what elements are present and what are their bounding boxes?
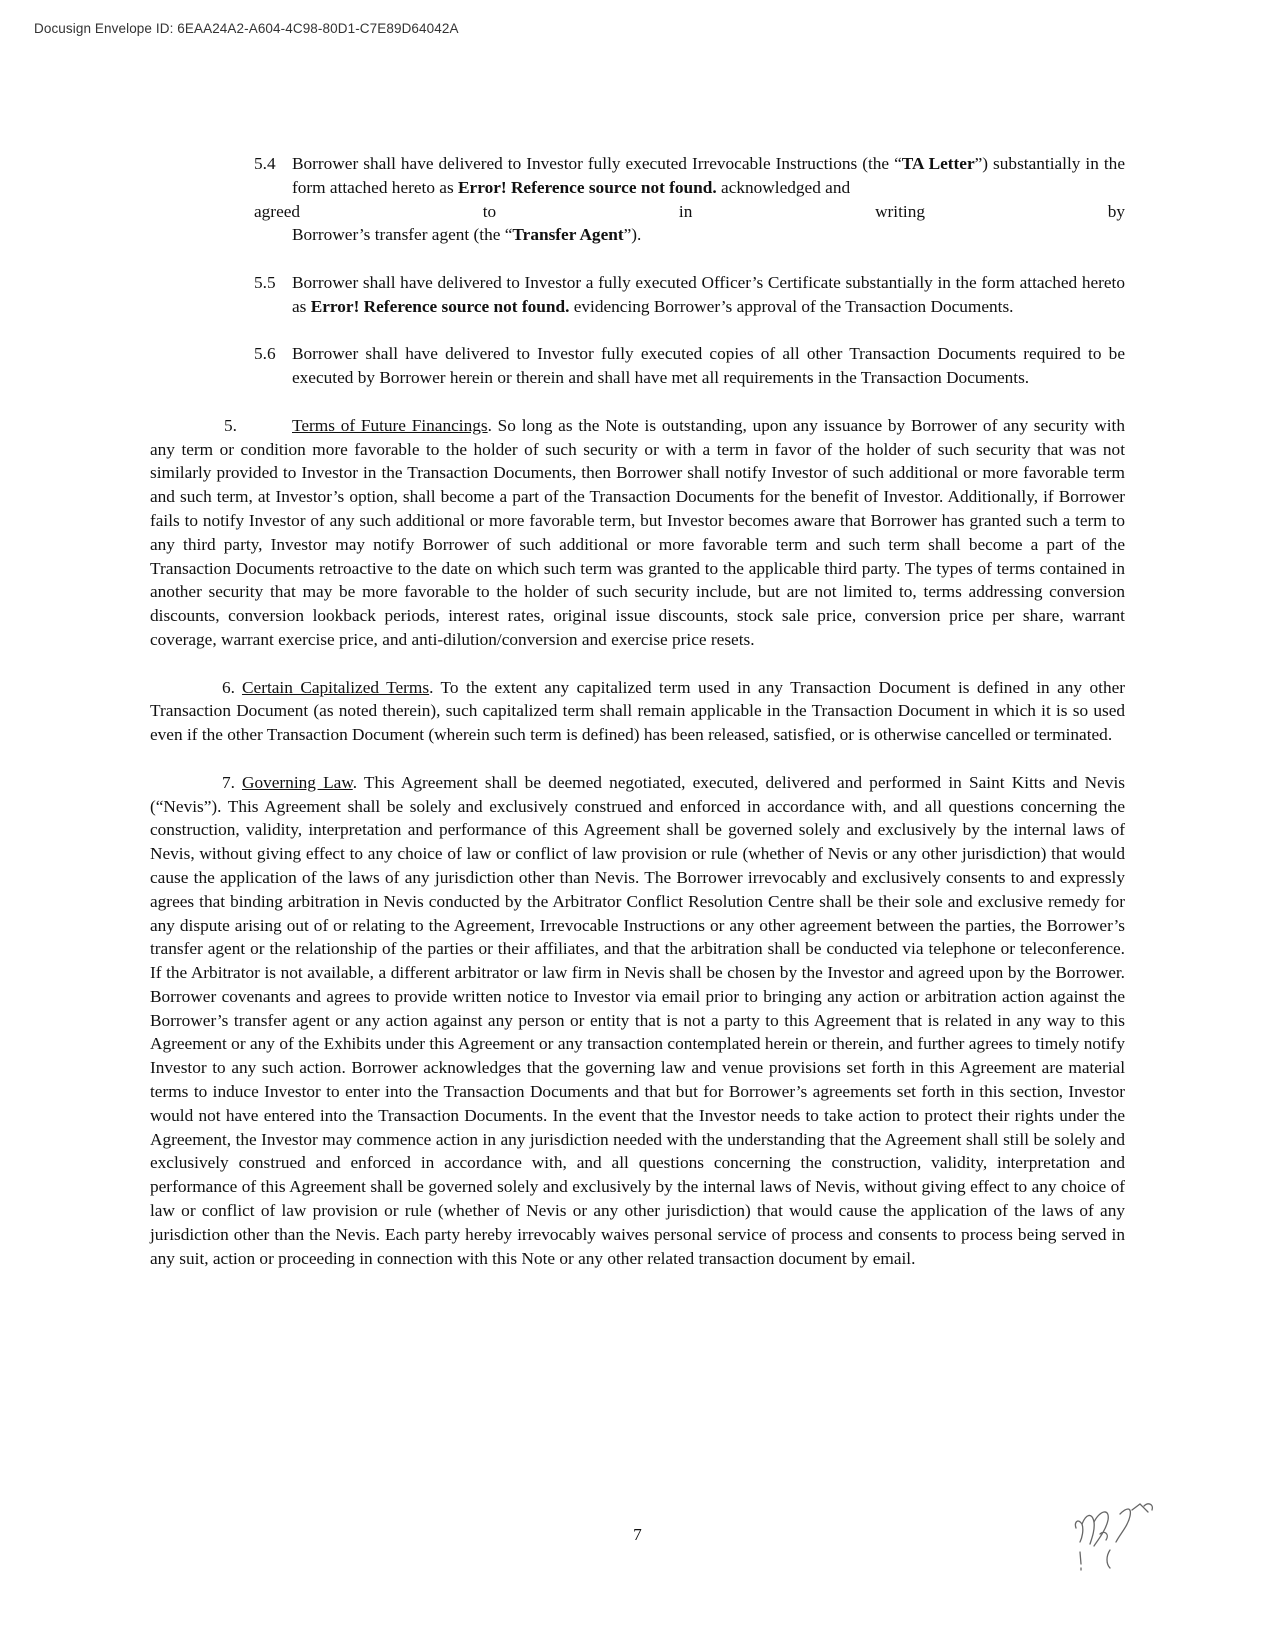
text: acknowledged and — [716, 177, 851, 197]
section-heading: Governing Law — [242, 772, 353, 792]
text: Borrower shall have delivered to Investor a fully executed Officer’s Certificate substantially in the form attached hereto as — [292, 272, 1125, 316]
text: Borrower shall have delivered to Investor fully executed Irrevocable Instructions (the “ — [292, 154, 902, 173]
section-number: 5.4 — [254, 154, 276, 173]
handwritten-initials-icon — [1070, 1500, 1180, 1575]
transfer-agent-term: Transfer Agent — [512, 225, 624, 245]
section-heading: Certain Capitalized Terms — [242, 677, 430, 697]
section-text: . To the extent any capitalized term used in any Transaction Document is defined in any other Transaction Document (as noted therein), such capitalized term shall remain applicable in the Transaction Document in which it is so used even if the other Transaction Document (wherein such term is defined) has been released, satisfied, or is otherwise cancelled or terminated. — [150, 677, 1126, 745]
section-number: 7. — [222, 772, 235, 792]
text: ”). — [623, 225, 642, 245]
word: by — [1107, 201, 1125, 221]
section-5-4-first-lines — [254, 152, 1125, 200]
section-text: . So long as the Note is outstanding, upon any issuance by Borrower of any security with any term or condition more favorable to the holder of such security or with a term in favor of the holder of such security that was not similarly provided to Investor in the Transaction Documents, then Borrower shall notify Investor of such additional or more favorable term and such term, at Investor’s option, shall become a part of the Transaction Documents for the benefit of Investor. Additionally, if Borrower fails to notify Investor of any such additional or more favorable term, but Investor becomes aware that Borrower has granted such a term to any third party, Investor may notify Borrower of such additional or more favorable term and such term shall become a part of the Transaction Documents retroactive to the date on which such term was granted to the applicable third party. The types of terms contained in another security that may be more favorable to the holder of such security include, but are not limited to, terms addressing conversion discounts, conversion lookback periods, interest rates, original issue discounts, stock sale price, conversion price per share, warrant coverage, warrant exercise price, and anti-dilution/conversion and exercise price resets. — [150, 415, 1125, 649]
text: ”) substantially in the form attached hereto as — [292, 154, 1125, 197]
section-text: . This Agreement shall be deemed negotiated, executed, delivered and performed in Saint Kitts and Nevis (“Nevis”). This Agreement shall be solely and exclusively construed and enforced in accordance with, and all questions concerning the construction, validity, interpretation and performance of this Agreement shall be governed solely and exclusively by the internal laws of Nevis, without giving effect to any choice of law or conflict of law provision or rule (whether of Nevis or any other jurisdiction) that would cause the application of the laws of any jurisdiction other than Nevis. The Borrower irrevocably and exclusively consents to and expressly agrees that binding arbitration in Nevis conducted by the Arbitrator Conflict Resolution Centre shall be their sole and exclusive remedy for any dispute arising out of or relating to the Agreement, Irrevocable Instructions or any other agreement between the parties, the Borrower’s transfer agent or the relationship of the parties or their affiliates, and that the arbitration shall be conducted via telephone or teleconference. If the Arbitrator is not available, a different arbitrator or law firm in Nevis shall be chosen by the Investor and agreed upon by the Borrower. Borrower covenants and agrees to provide written notice to Investor via email prior to bringing any action or arbitration action against the Borrower’s transfer agent or any action against any person or entity that is not a party to this Agreement that is related in any way to this Agreement or any of the Exhibits under this Agreement or any transaction contemplated herein or therein, and further agrees to timely notify Investor to any such action. Borrower acknowledges that the governing law and venue provisions set forth in this Agreement are material terms to induce Investor to enter into the Transaction Documents and that but for Borrower’s agreements set forth in this section, Investor would not have entered into the Transaction Documents. In the event that the Investor needs to take action to protect their rights under the Agreement, the Investor may commence action in any jurisdiction needed with the understanding that the Agreement shall still be solely and exclusively construed and enforced in accordance with, and all questions concerning the construction, validity, interpretation and performance of this Agreement shall be governed solely and exclusively by the internal laws of Nevis, without giving effect to any choice of law or conflict of law provision or rule (whether of Nevis or any other jurisdiction) that would cause the application of the laws of any jurisdiction other than the Nevis. Each party hereby irrevocably waives personal service of process and consents to process being served in any suit, action or proceeding in connection with this Note or any other related transaction document by email. — [150, 772, 1125, 1268]
document-body — [150, 152, 1125, 1270]
section-6-capitalized-terms — [150, 676, 1125, 747]
section-5-future-financings — [150, 414, 1125, 652]
page-number: 7 — [633, 1525, 642, 1544]
text: Borrower shall have delivered to Investor fully executed copies of all other Transaction Documents required to be executed by Borrower herein or therein and shall have met all requirements in the Transaction Documents. — [292, 344, 1125, 388]
word: agreed — [254, 201, 301, 221]
section-5-6 — [254, 342, 1125, 390]
section-5-5 — [254, 271, 1125, 319]
section-heading: Terms of Future Financings — [292, 415, 488, 435]
section-number: 5. — [224, 415, 237, 435]
spread-line — [254, 200, 1125, 224]
section-number: 6. — [222, 677, 235, 697]
word: in — [678, 201, 693, 221]
section-number: 5.6 — [254, 344, 276, 364]
word: to — [482, 201, 497, 221]
docusign-envelope-id: Docusign Envelope ID: 6EAA24A2-A604-4C98-80D1-C7E89D64042A — [34, 21, 459, 36]
section-7-governing-law — [150, 771, 1125, 1271]
text: evidencing Borrower’s approval of the Transaction Documents. — [569, 296, 1014, 316]
ta-letter-term: TA Letter — [901, 154, 975, 173]
section-number: 5.5 — [254, 272, 276, 292]
section-5-4-last-line — [292, 223, 1125, 247]
text: Borrower’s transfer agent (the “ — [292, 225, 513, 245]
section-5-4 — [254, 152, 1125, 247]
error-reference: Error! Reference source not found. — [310, 296, 570, 316]
word: writing — [875, 201, 925, 221]
error-reference: Error! Reference source not found. — [458, 177, 717, 197]
